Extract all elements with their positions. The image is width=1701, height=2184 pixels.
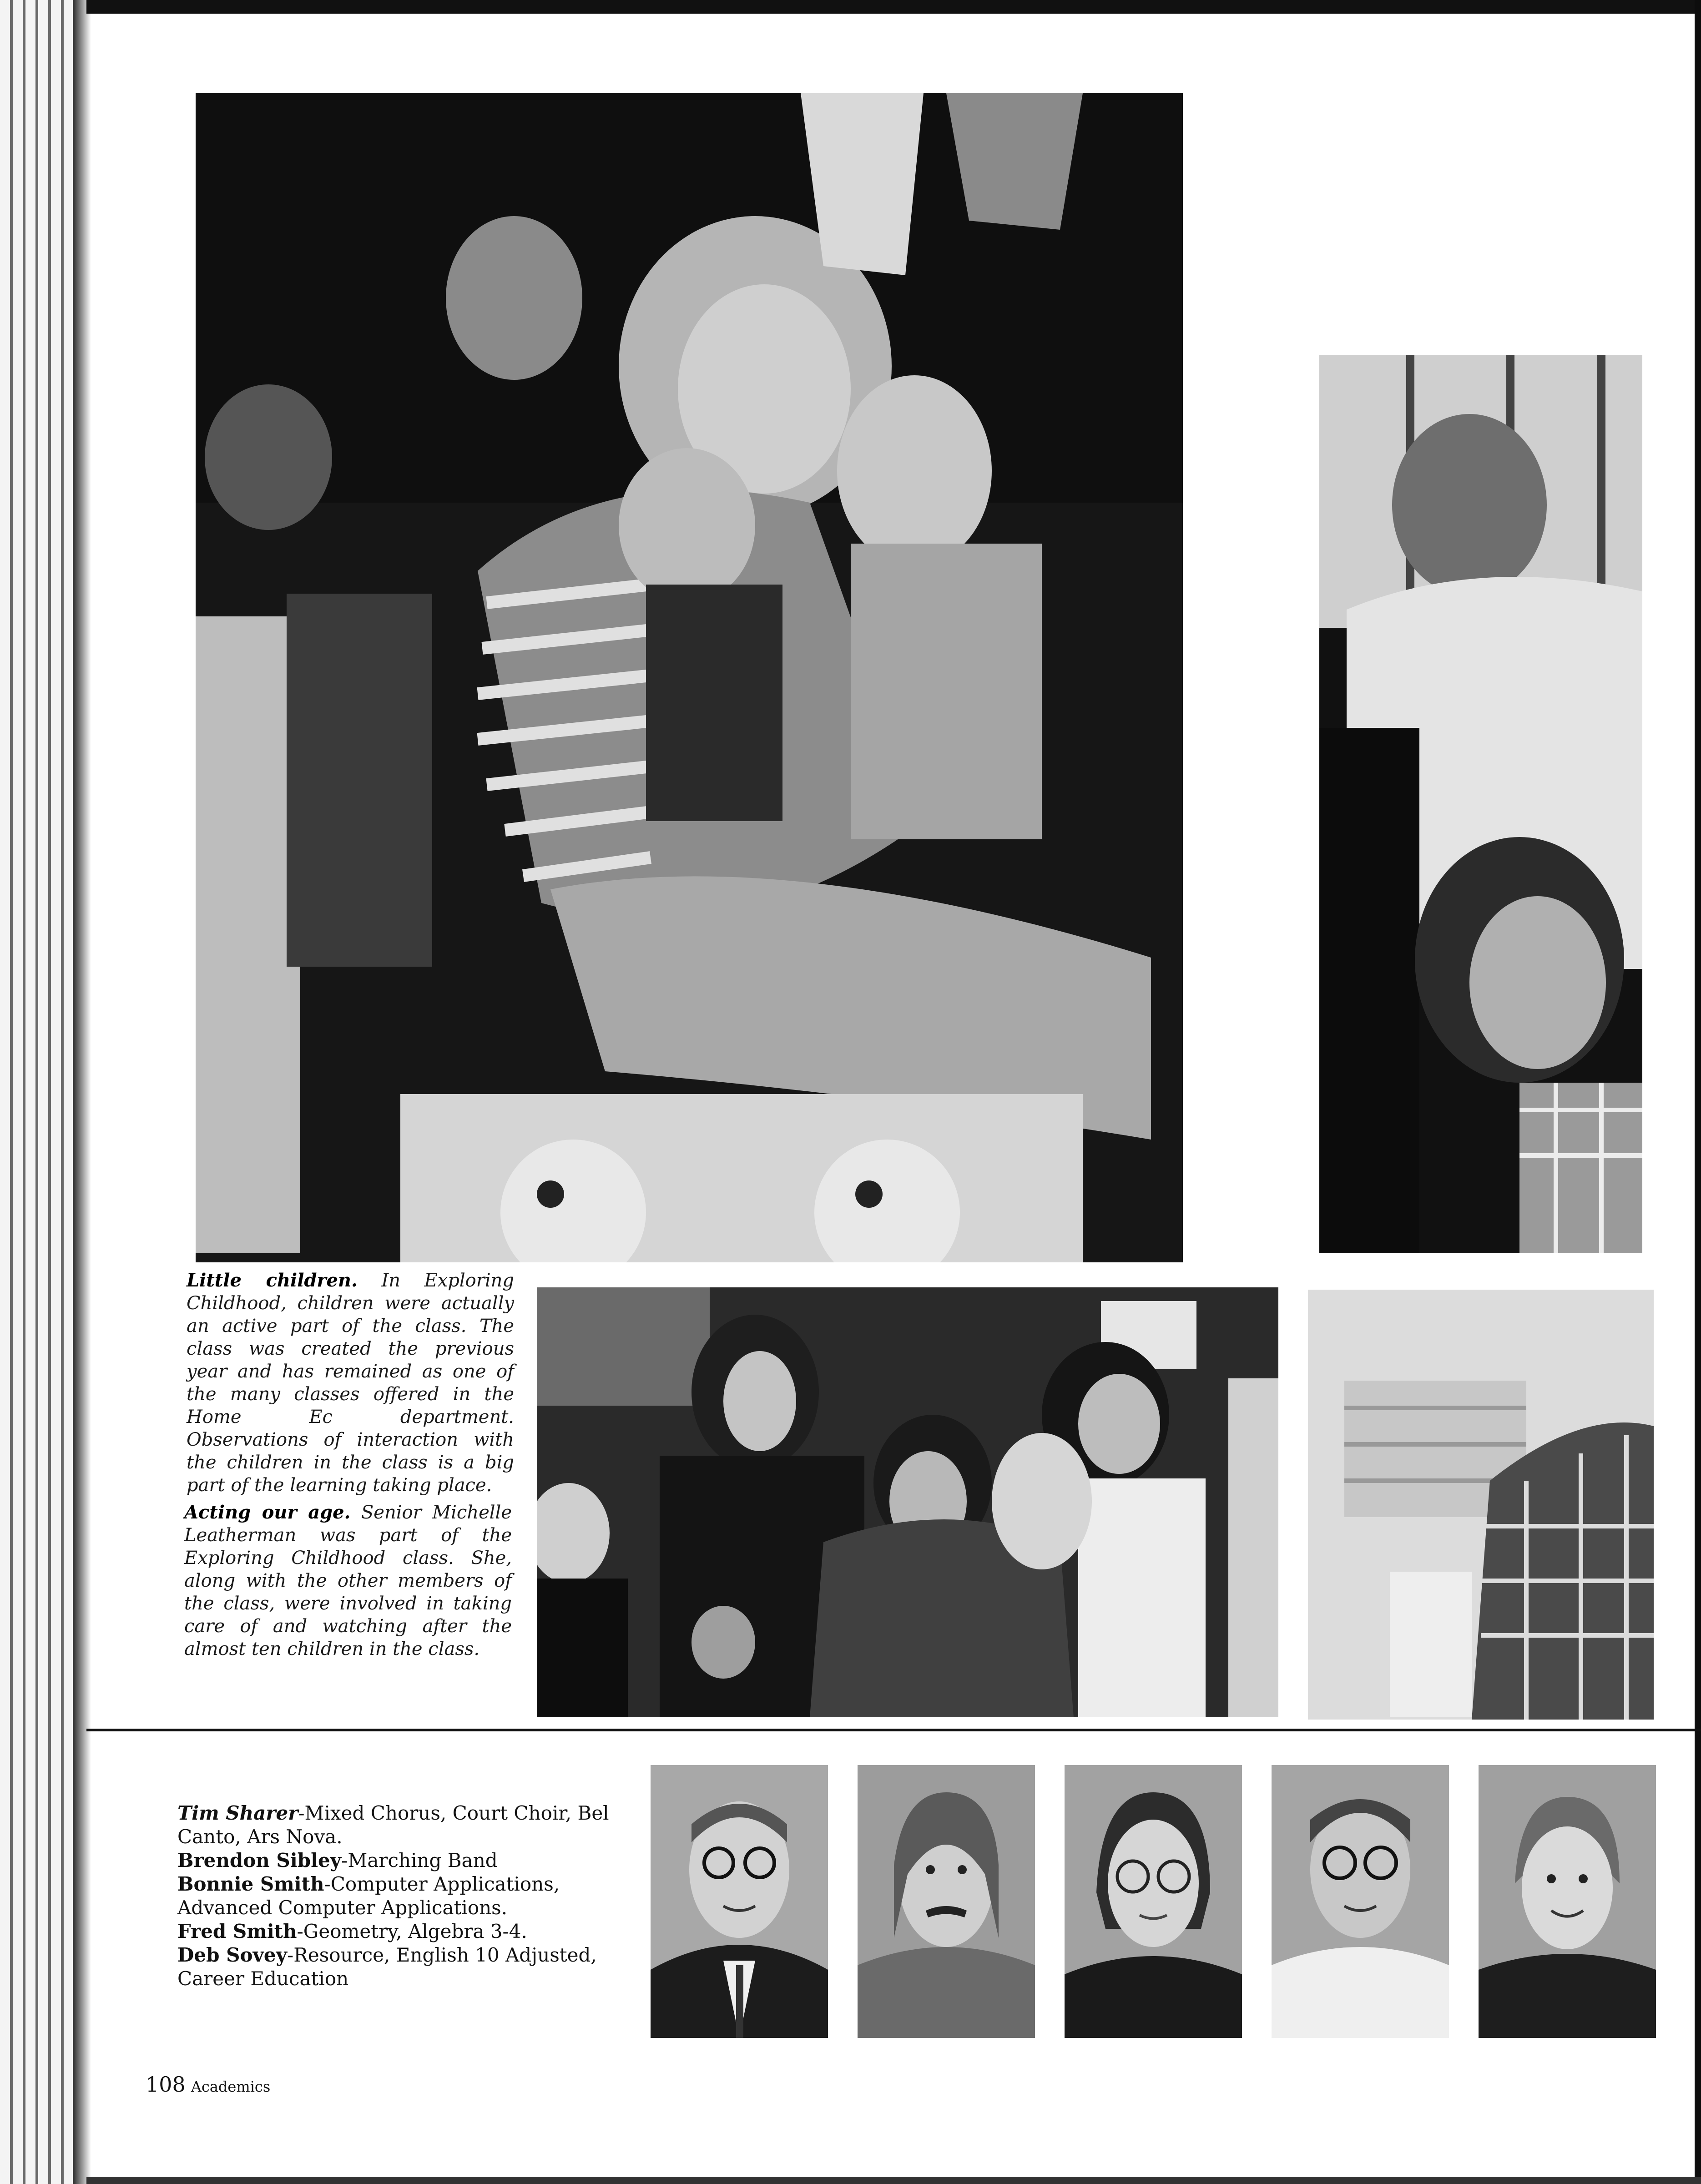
classroom-photo-students [537,1287,1278,1717]
faculty-separator: - [287,1944,294,1966]
faculty-name: Fred Smith [177,1920,297,1942]
side-photo-teacher [1319,355,1642,1253]
caption-body: In Exploring Childhood, children were actually an active part of the class. The class was created the previous year and has remained as one of the many classes offered in the Home Ec department. Observations of interaction with the children in the class is a big part of the learning taking place. [187,1270,515,1496]
faculty-subjects: Marching Band [348,1849,498,1871]
faculty-entry [177,1872,632,1920]
portrait-deb-sovey [1479,1765,1656,2038]
top-border [86,0,1701,14]
faculty-separator: - [297,1920,303,1942]
portrait-brendon-sibley [858,1765,1035,2038]
faculty-name: Deb Sovey [177,1944,288,1966]
faculty-separator: - [341,1849,348,1871]
binding-shadow [73,0,91,2184]
caption-body: Senior Michelle Leatherman was part of the Exploring Childhood class. She, along with the other members of the class, were involved in taking care of and watching after the almost ten children in the class. [184,1502,512,1659]
caption-little-children [187,1269,514,1497]
faculty-subjects: Resource, English 10 Adjusted, Career Education [177,1944,597,1990]
faculty-subjects: Computer Applications, Advanced Computer Applications. [177,1873,560,1919]
caption-lead: Acting our age. [184,1502,351,1523]
section-name: Academics [191,2078,271,2095]
faculty-name: Bonnie Smith [177,1873,324,1895]
faculty-subjects: Geometry, Algebra 3-4. [303,1920,527,1942]
faculty-separator: - [298,1802,305,1824]
page-number: 108 [146,2072,186,2097]
right-edge [1695,0,1701,2184]
section-divider [86,1729,1701,1731]
faculty-name: Brendon Sibley [177,1849,342,1871]
faculty-subjects: Mixed Chorus, Court Choir, Bel Canto, Ars Nova. [177,1802,609,1848]
faculty-separator: - [324,1873,331,1895]
faculty-name: Tim Sharer [177,1802,298,1824]
portrait-tim-sharer [651,1765,828,2038]
faculty-entry [177,1801,632,1849]
main-photo-childcare [196,93,1183,1262]
portrait-fred-smith [1272,1765,1449,2038]
bottom-edge [86,2177,1701,2184]
faculty-entry [177,1920,632,1943]
faculty-list [177,1801,632,1991]
faculty-entry [177,1943,632,1991]
caption-acting-our-age [184,1501,512,1660]
caption-lead: Little children. [187,1270,358,1291]
page-footer [146,2072,270,2097]
portrait-bonnie-smith [1065,1765,1242,2038]
faculty-entry [177,1849,632,1872]
side-photo-hallway [1308,1290,1654,1720]
